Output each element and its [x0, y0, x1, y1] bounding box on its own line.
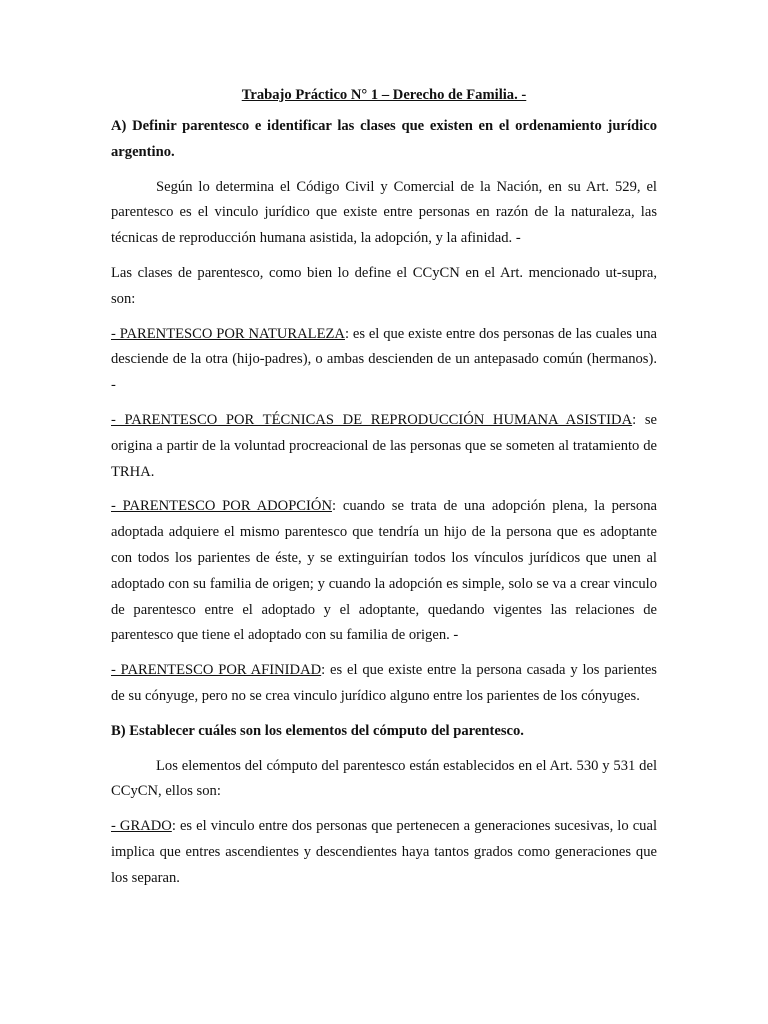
parentesco-naturaleza-term: - PARENTESCO POR NATURALEZA	[111, 325, 345, 342]
parentesco-afinidad-item	[111, 658, 657, 710]
computo-grado-text: : es el vinculo entre dos personas que pertenecen a generaciones sucesivas, lo cual implica que entres ascendientes y descendientes haya tantos grados como generaciones que los separan.	[111, 818, 657, 886]
parentesco-adopcion-text: : cuando se trata de una adopción plena, la persona adoptada adquiere el mismo parentesco que tendría un hijo de la persona que es adoptante con todos los parientes de éste, y se extinguirían todos los vínculos jurídicos que unen al adoptado con su familia de origen; y cuando la adopción es simple, solo se va a crear vinculo de parentesco entre el adoptado y el adoptante, quedando vigentes las relaciones de parentesco que tiene el adoptado con su familia de origen. -	[111, 498, 657, 644]
section-b-paragraph-1: Los elementos del cómputo del parentesco están establecidos en el Art. 530 y 531 del CCyCN, ellos son:	[111, 757, 657, 800]
parentesco-naturaleza-item	[111, 322, 657, 399]
parentesco-afinidad-term: - PARENTESCO POR AFINIDAD	[111, 662, 322, 679]
parentesco-adopcion-item	[111, 494, 657, 649]
section-a-paragraph-1: Según lo determina el Código Civil y Comercial de la Nación, en su Art. 529, el parentesco es el vinculo jurídico que existe entre personas en razón de la naturaleza, las técnicas de reproducción humana asistida, la adopción, y la afinidad. -	[111, 178, 657, 247]
section-a-paragraph-2: Las clases de parentesco, como bien lo define el CCyCN en el Art. mencionado ut-supra, son:	[111, 264, 657, 307]
section-b-heading: B) Establecer cuáles son los elementos del cómputo del parentesco.	[111, 722, 524, 739]
computo-grado-term: - GRADO	[111, 818, 172, 835]
document-title: Trabajo Práctico N° 1 – Derecho de Familia. -	[241, 87, 527, 103]
computo-grado-item	[111, 814, 657, 891]
parentesco-trha-text: : se origina a partir de la voluntad procreacional de las personas que se someten al tratamiento de TRHA.	[111, 411, 657, 480]
parentesco-afinidad-text: : es el que existe entre la persona casada y los parientes de su cónyuge, pero no se crea vinculo jurídico alguno entre los parientes de los cónyuges.	[111, 662, 657, 704]
parentesco-adopcion-term: - PARENTESCO POR ADOPCIÓN	[111, 498, 332, 515]
section-a-heading: A) Definir parentesco e identificar las clases que existen en el ordenamiento jurídico argentino.	[111, 118, 657, 160]
document-page	[111, 85, 657, 901]
parentesco-trha-term: - PARENTESCO POR TÉCNICAS DE REPRODUCCIÓN HUMANA ASISTIDA	[111, 411, 633, 428]
parentesco-naturaleza-text: : es el que existe entre dos personas de las cuales una desciende de la otra (hijo-padres), o ambas descienden de un antepasado común (hermanos). -	[111, 325, 658, 394]
parentesco-trha-item	[111, 408, 657, 485]
